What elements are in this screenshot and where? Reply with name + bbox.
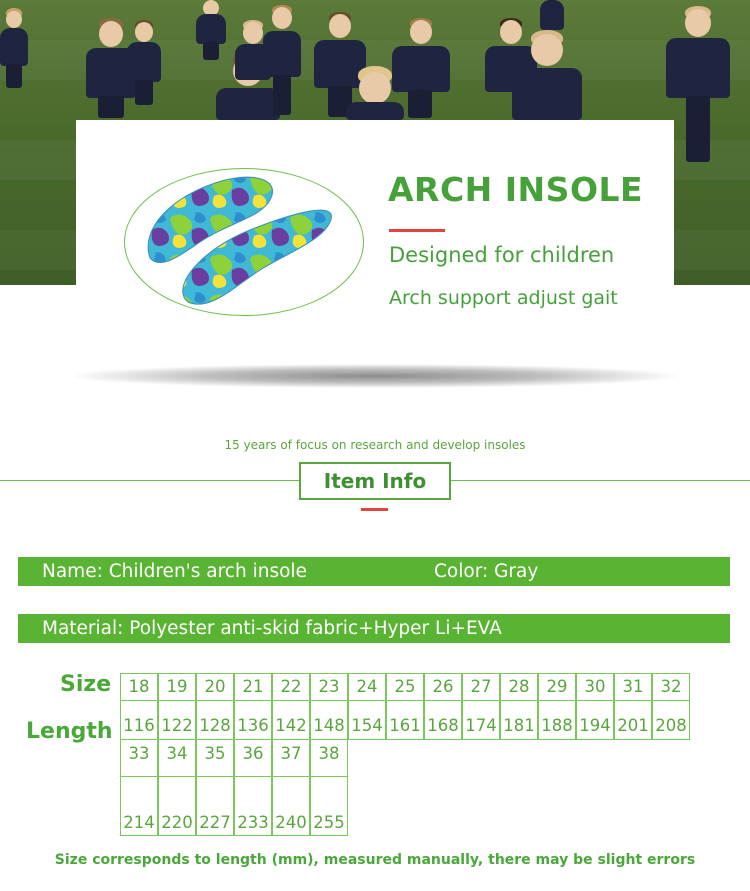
title-divider: [389, 229, 445, 232]
size-cell: 29: [538, 673, 576, 701]
size-cell: 30: [576, 673, 614, 701]
length-cell: 136: [234, 700, 272, 740]
length-cell: 188: [538, 700, 576, 740]
length-cell: 240: [272, 776, 310, 836]
length-cell: 208: [652, 700, 690, 740]
child-figure: [666, 6, 730, 166]
size-label: Size: [60, 672, 112, 697]
length-cell: 122: [158, 700, 196, 740]
size-cell: 19: [158, 673, 196, 701]
length-cell: 227: [196, 776, 234, 836]
length-cell: 181: [500, 700, 538, 740]
card-shadow: [74, 364, 676, 388]
length-cell: 154: [348, 700, 386, 740]
length-cell: 255: [310, 776, 348, 836]
length-cell: 161: [386, 700, 424, 740]
size-cell: 32: [652, 673, 690, 701]
size-cell: 20: [196, 673, 234, 701]
length-cell: 214: [120, 776, 158, 836]
spec-color: Color: Gray: [434, 561, 539, 582]
length-cell: 128: [196, 700, 234, 740]
size-cell: 35: [196, 739, 234, 777]
length-cell: 194: [576, 700, 614, 740]
product-tagline: Arch support adjust gait: [389, 287, 618, 309]
size-cell: 36: [234, 739, 272, 777]
length-cell: 174: [462, 700, 500, 740]
product-title: ARCH INSOLE: [388, 170, 644, 209]
child-figure: [0, 8, 28, 88]
child-figure: [263, 5, 301, 115]
length-cell: 168: [424, 700, 462, 740]
heading-divider: [361, 508, 388, 511]
size-cell: 18: [120, 673, 158, 701]
spec-bar-name-color: [18, 557, 730, 586]
size-cell: 38: [310, 739, 348, 777]
focus-text: 15 years of focus on research and develop insoles: [224, 438, 526, 452]
child-figure: [196, 0, 226, 60]
section-heading: Item Info: [299, 462, 451, 500]
section-divider-right: [451, 480, 750, 481]
length-cell: 220: [158, 776, 196, 836]
spec-bar-material: [18, 614, 730, 643]
child-figure: [512, 30, 582, 120]
size-table: [120, 673, 690, 835]
size-cell: 37: [272, 739, 310, 777]
insole-image: [130, 170, 360, 315]
size-cell: 21: [234, 673, 272, 701]
section-divider-left: [0, 480, 299, 481]
size-cell: 31: [614, 673, 652, 701]
size-cell: 26: [424, 673, 462, 701]
size-footnote: Size corresponds to length (mm), measured manually, there may be slight errors: [54, 852, 696, 868]
spec-material: Material: Polyester anti-skid fabric+Hyper Li+EVA: [42, 618, 502, 639]
size-cell: 24: [348, 673, 386, 701]
length-cell: 142: [272, 700, 310, 740]
length-label: Length: [26, 719, 113, 744]
size-cell: 34: [158, 739, 196, 777]
child-figure: [392, 18, 450, 118]
size-cell: 23: [310, 673, 348, 701]
size-cell: 22: [272, 673, 310, 701]
size-cell: 25: [386, 673, 424, 701]
size-cell: 27: [462, 673, 500, 701]
product-subtitle: Designed for children: [389, 243, 615, 267]
child-figure: [127, 20, 161, 105]
spec-name: Name: Children's arch insole: [42, 561, 307, 582]
size-cell: 28: [500, 673, 538, 701]
length-cell: 116: [120, 700, 158, 740]
length-cell: 148: [310, 700, 348, 740]
child-figure: [540, 0, 564, 30]
length-cell: 233: [234, 776, 272, 836]
length-cell: 201: [614, 700, 652, 740]
size-cell: 33: [120, 739, 158, 777]
